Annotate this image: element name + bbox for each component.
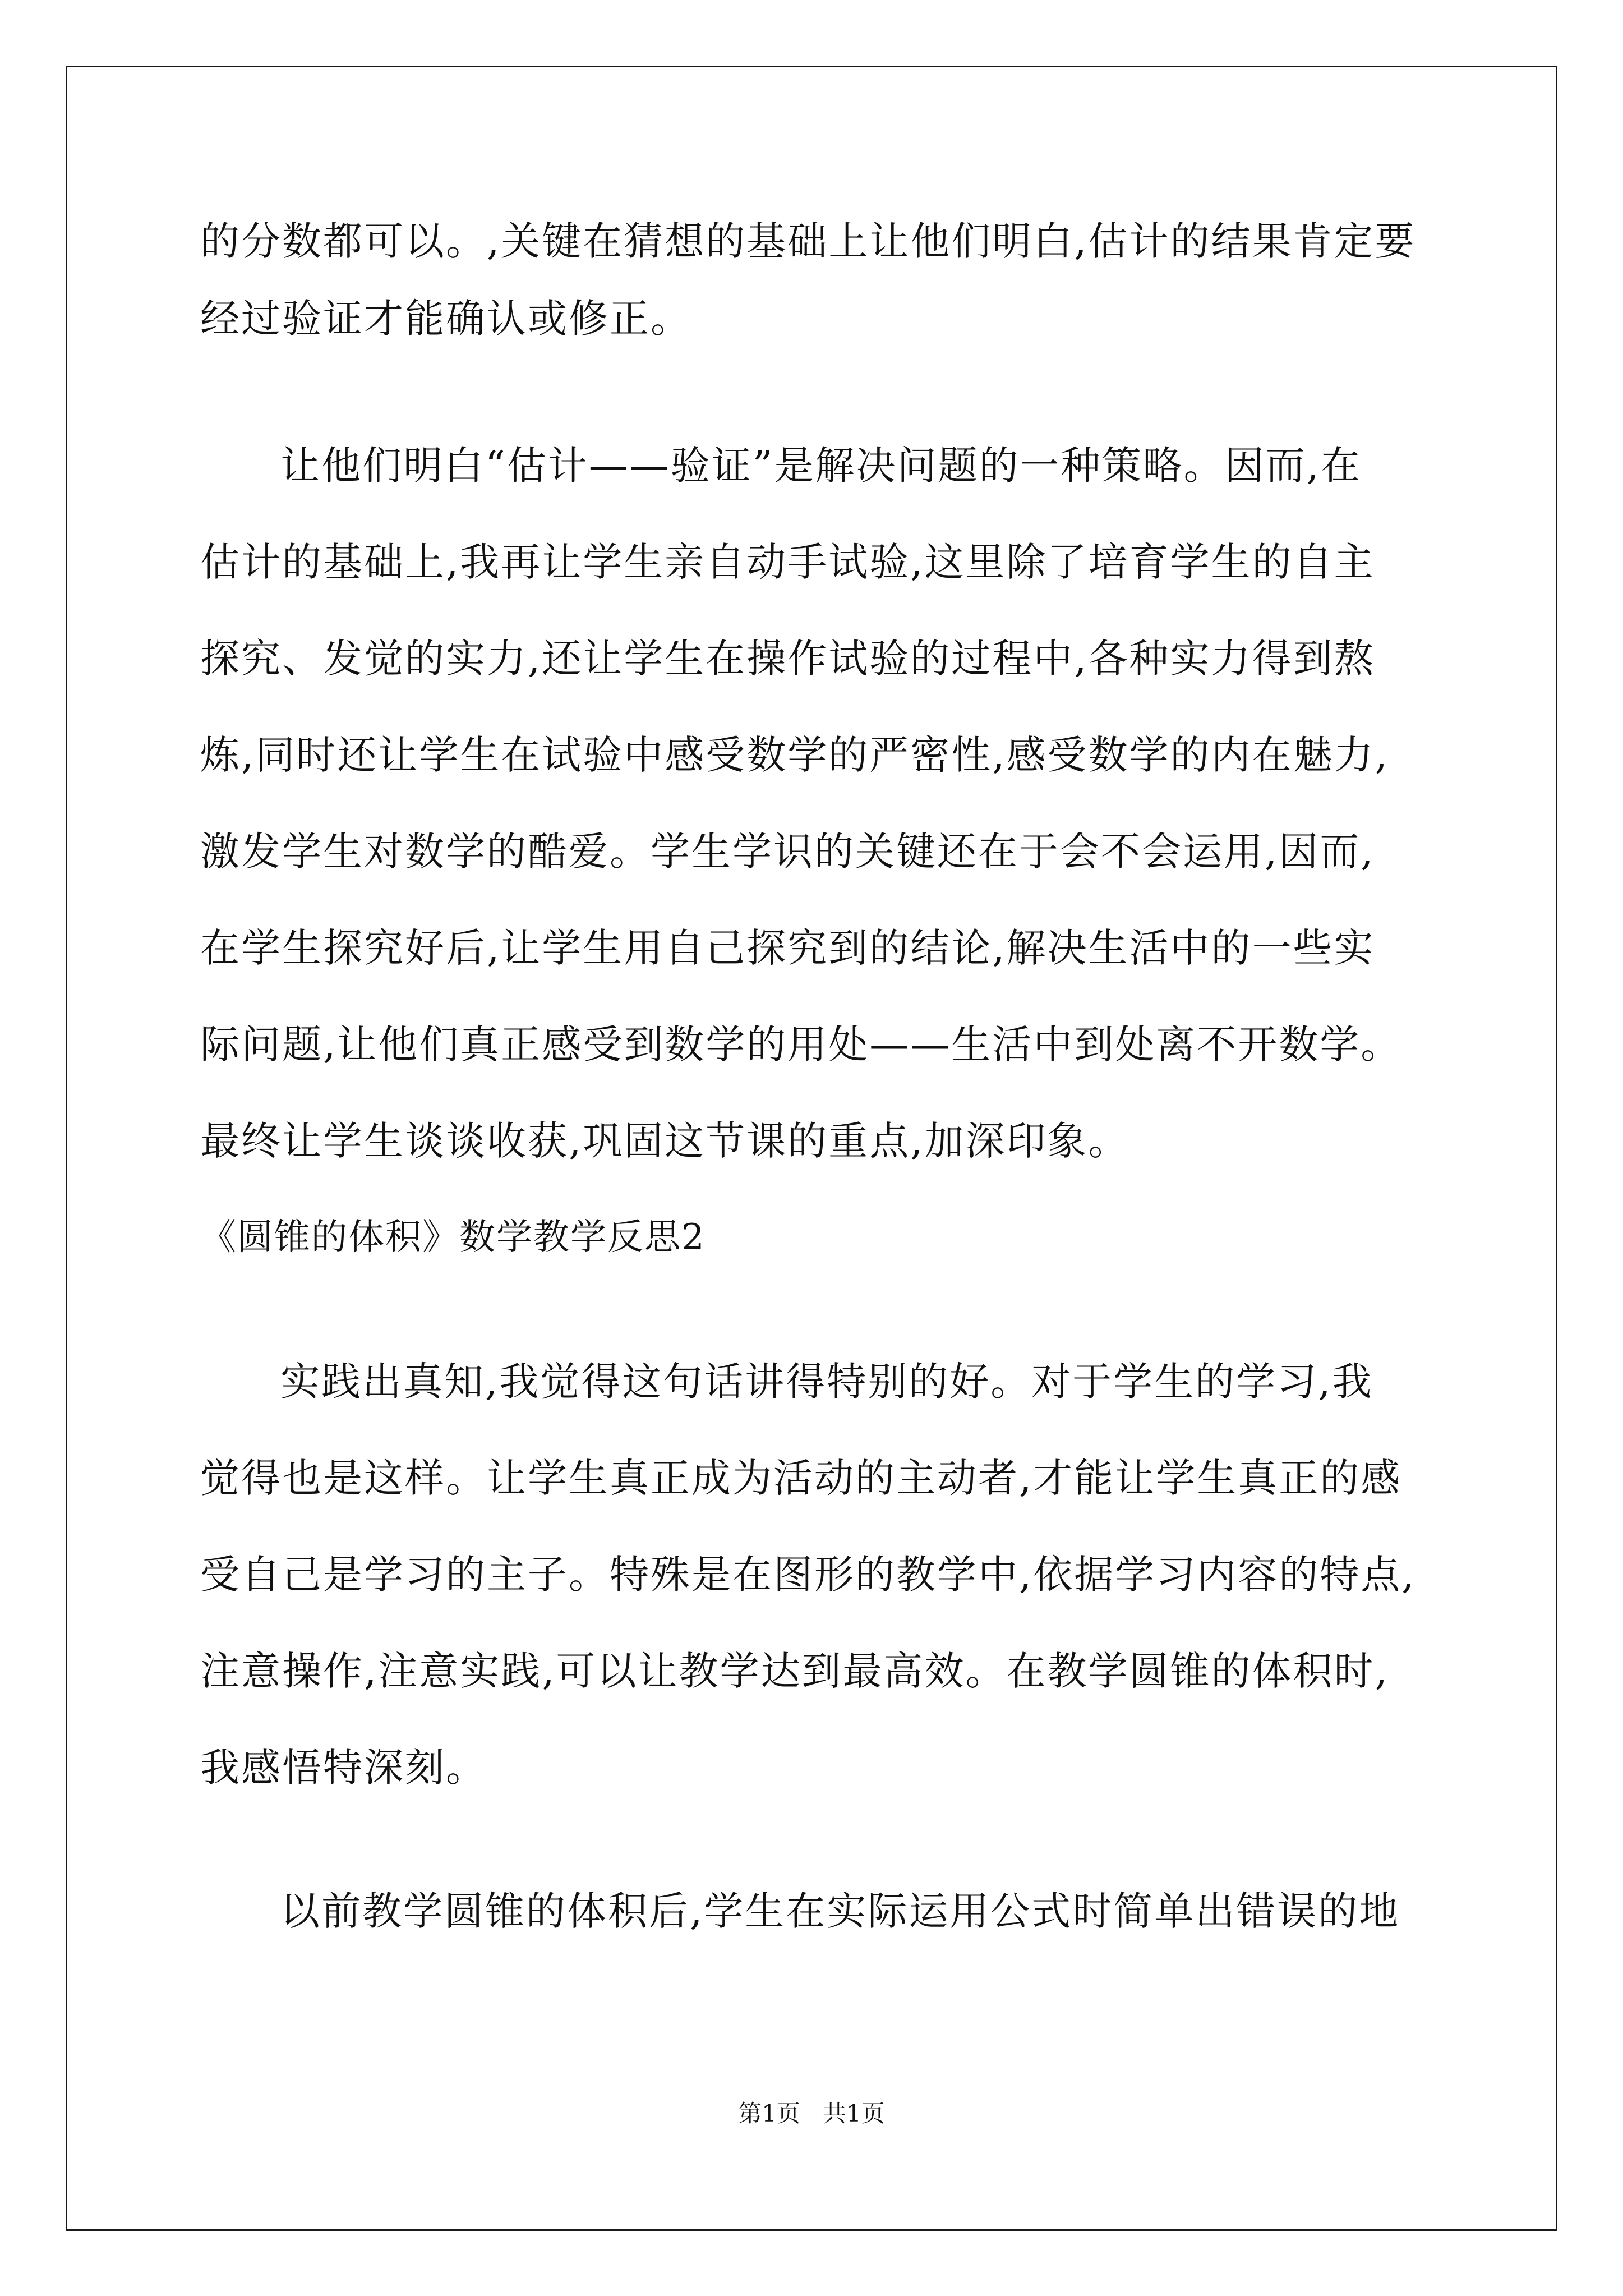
- section-title: 《圆锥的体积》数学教学反思2: [200, 1217, 706, 1258]
- paragraph-line: 让他们明白“估计——验证”是解决问题的一种策略。因而,在: [280, 443, 1362, 489]
- paragraph-line: 估计的基础上,我再让学生亲自动手试验,这里除了培育学生的自主: [200, 539, 1375, 585]
- paragraph-line: 受自己是学习的主子。特殊是在图形的教学中,依据学习内容的特点,: [200, 1552, 1416, 1598]
- paragraph-line: 际问题,让他们真正感受到数学的用处——生活中到处离不开数学。: [200, 1022, 1402, 1068]
- page-number-footer: 第1页 共1页: [738, 2100, 885, 2127]
- paragraph-line: 探究、发觉的实力,还让学生在操作试验的过程中,各种实力得到熬: [200, 636, 1375, 682]
- paragraph-line: 实践出真知,我觉得这句话讲得特别的好。对于学生的学习,我: [280, 1359, 1373, 1405]
- paragraph-line: 经过验证才能确认或修正。: [200, 296, 691, 342]
- paragraph-line: 的分数都可以。,关键在猜想的基础上让他们明白,估计的结果肯定要: [200, 218, 1416, 264]
- paragraph-line: 以前教学圆锥的体积后,学生在实际运用公式时简单出错误的地: [280, 1888, 1400, 1934]
- paragraph-line: 注意操作,注意实践,可以让教学达到最高效。在教学圆锥的体积时,: [200, 1648, 1389, 1694]
- paragraph-line: 激发学生对数学的酷爱。学生学识的关键还在于会不会运用,因而,: [200, 829, 1375, 875]
- paragraph-line: 最终让学生谈谈收获,巩固这节课的重点,加深印象。: [200, 1118, 1129, 1164]
- paragraph-line: 炼,同时还让学生在试验中感受数学的严密性,感受数学的内在魅力,: [200, 732, 1389, 778]
- paragraph-line: 觉得也是这样。让学生真正成为活动的主动者,才能让学生真正的感: [200, 1455, 1402, 1501]
- paragraph-line: 我感悟特深刻。: [200, 1745, 487, 1791]
- paragraph-line: 在学生探究好后,让学生用自己探究到的结论,解决生活中的一些实: [200, 925, 1375, 971]
